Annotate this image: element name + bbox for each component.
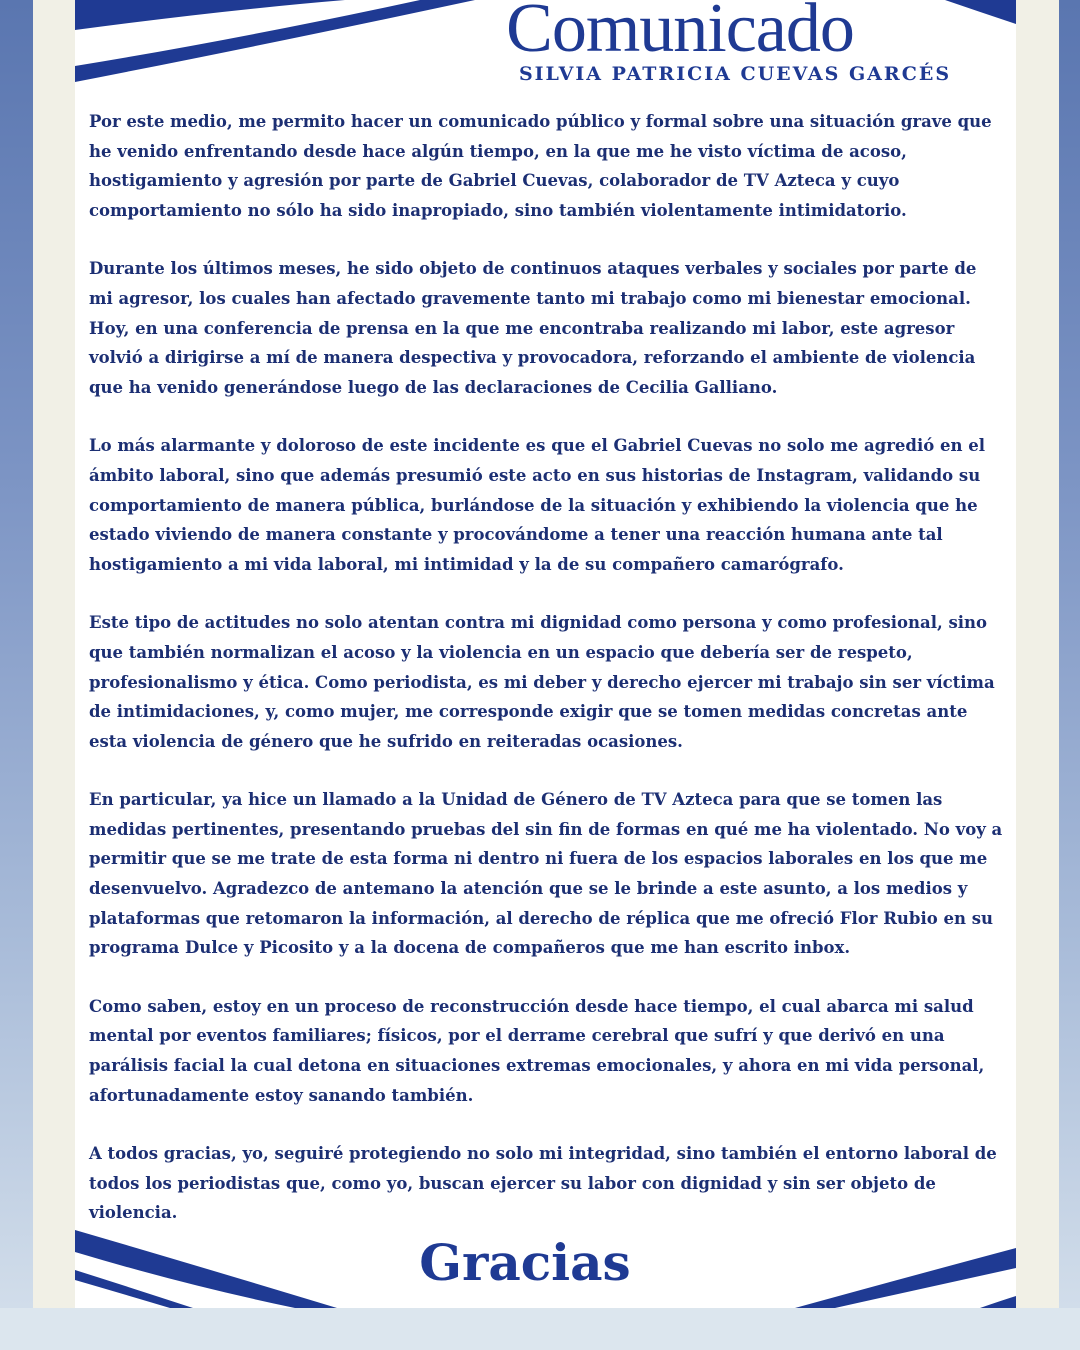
bottom-strip xyxy=(0,1308,1080,1350)
bottom-right-swoosh-lower xyxy=(980,1296,1016,1308)
paragraph-7: A todos gracias, yo, seguiré protegiendo no solo mi integridad, sino también el entorno laboral de todos los periodistas que, como yo, buscan ejercer su labor con dignidad y sin ser objeto de violencia. xyxy=(89,1144,997,1223)
paragraph-5: En particular, ya hice un llamado a la Unidad de Género de TV Azteca para que se tomen las medidas pertinentes, presentando pruebas del sin fin de formas en qué me ha violentado. No voy a permitir que se me trate de esta forma ni dentro ni fuera de los espacios laborales en los que me desenvuelvo. Agradezco de antemano la atención que se le brinde a este asunto, a los medios y plataformas que retomaron la información, al derecho de réplica que me ofreció Flor Rubio en su programa Dulce y Picosito y a la docena de compañeros que me han escrito inbox. xyxy=(89,790,1003,958)
paragraph-2: Durante los últimos meses, he sido objeto de continuos ataques verbales y sociales por parte de mi agresor, los cuales han afectado gravemente tanto mi trabajo como mi bienestar emocional. Hoy, en una conferencia de prensa en la que me encontraba realizando mi labor, este agresor volvió a dirigirse a mí de manera despectiva y provocadora, reforzando el ambiente de violencia que ha venido generándose luego de las declaraciones de Cecilia Galliano. xyxy=(89,259,977,397)
paragraph-6: Como saben, estoy en un proceso de reconstrucción desde hace tiempo, el cual abarca mi salud mental por eventos familiares; físicos, por el derrame cerebral que sufrí y que derivó en una parálisis facial la cual detona en situaciones extremas emocionales, y ahora en mi vida personal, afortunadamente estoy sanando también. xyxy=(89,996,985,1105)
paragraph-4: Este tipo de actitudes no solo atentan contra mi dignidad como persona y como profesional, sino que también normalizan el acoso y la violencia en un espacio que debería ser de respeto, profesionalismo y ética. Como periodista, es mi deber y derecho ejercer mi trabajo sin ser víctima de intimidaciones, y, como mujer, me corresponde exigir que se tomen medidas concretas ante esta violencia de género que he sufrido en reiteradas ocasiones. xyxy=(89,613,995,751)
top-right-swoosh xyxy=(945,0,1016,24)
author-name: SILVIA PATRICIA CUEVAS GARCÉS xyxy=(518,63,952,85)
document-title: Comunicado xyxy=(506,0,854,67)
document-sheet xyxy=(75,0,1016,1308)
paragraph-3: Lo más alarmante y doloroso de este incidente es que el Gabriel Cuevas no solo me agredió en el ámbito laboral, sino que además presumió este acto en sus historias de Instagram, validando su comportamiento de manera pública, burlándose de la situación y exhibiendo la violencia que he estado viviendo de manera constante y procovándome a tener una reacción humana ante tal hostigamiento a mi vida laboral, mi intimidad y la de su compañero camarógrafo. xyxy=(89,436,985,574)
paragraph-1: Por este medio, me permito hacer un comunicado público y formal sobre una situación grave que he venido enfrentando desde hace algún tiempo, en la que me he visto víctima de acoso, hostigamiento y agresión por parte de Gabriel Cuevas, colaborador de TV Azteca y cuyo comportamiento no sólo ha sido inapropiado, sino también violentamente intimidatorio. xyxy=(89,112,992,220)
statement-body xyxy=(89,107,1004,1257)
closing-thanks: Gracias xyxy=(419,1233,631,1292)
bottom-right-swoosh-upper xyxy=(795,1248,1016,1308)
